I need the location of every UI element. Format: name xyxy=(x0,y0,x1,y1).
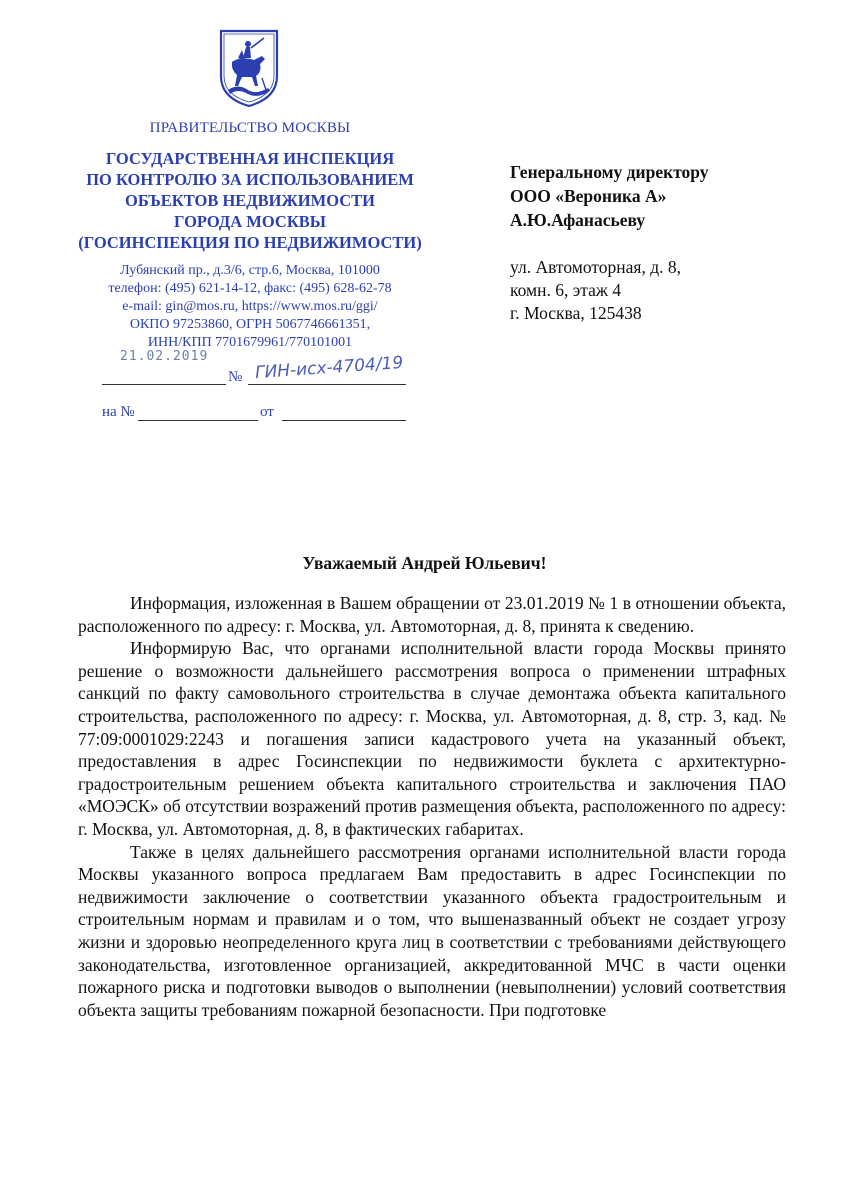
contact-email: e-mail: gin@mos.ru, https://www.mos.ru/ggi/ xyxy=(122,299,378,314)
recipient-company: ООО «Вероника А» xyxy=(510,186,667,206)
ref-date-underline xyxy=(282,402,406,421)
ref-prefix: на № xyxy=(102,404,135,420)
paragraph: Информация, изложенная в Вашем обращении от 23.01.2019 № 1 в отношении объекта, расположенного по адресу: г. Москва, ул. Автомоторная, д. 8, принята к сведению. xyxy=(78,593,786,636)
ref-from: от xyxy=(260,404,274,420)
paragraph: Информирую Вас, что органами исполнительной власти города Москвы принято решение о возможности дальнейшего рассмотрения вопроса о применении штрафных санкций по факту самовольного строительства в случае демонтажа объекта капитального строительства, расположенного по адресу: г. Москва, ул. Автомоторная, д. 8, стр. 3, кад. № 77:09:0001029:2243 и погашения записи кадастрового учета на указанный объект, предоставления в адрес Госинспекции по недвижимости буклета с архитектурно-градостроительным решением объекта капитального строительства и заключения ПАО «МОЭСК» об отсутствии возражений против размещения объекта, расположенного по адресу: г. Москва, ул. Автомоторная, д. 8, в фактических габаритах. xyxy=(78,638,786,839)
registration-number: ГИН-исх-4704/19 xyxy=(254,352,404,384)
letter-body xyxy=(78,592,786,1021)
contact-address: Лубянский пр., д.3/6, стр.6, Москва, 101000 xyxy=(120,263,380,278)
agency-line: ПО КОНТРОЛЮ ЗА ИСПОЛЬЗОВАНИЕМ xyxy=(86,170,414,189)
moscow-coat-of-arms-icon xyxy=(218,28,280,108)
recipient xyxy=(510,160,830,232)
recipient-address-line: комн. 6, этаж 4 xyxy=(510,280,622,300)
contact-inn-kpp: ИНН/КПП 7701679961/770101001 xyxy=(147,335,353,350)
date-stamp: 21.02.2019 xyxy=(120,349,209,364)
agency-line: (ГОСИНСПЕКЦИЯ ПО НЕДВИЖИМОСТИ) xyxy=(78,233,422,252)
contact-okpo-ogrn: ОКПО 97253860, ОГРН 5067746661351, xyxy=(129,317,371,332)
recipient-position: Генеральному директору xyxy=(510,162,709,182)
agency-contacts xyxy=(40,262,460,352)
recipient-name: А.Ю.Афанасьеву xyxy=(510,210,646,230)
ref-number-underline xyxy=(138,402,258,421)
paragraph: Также в целях дальнейшего рассмотрения органами исполнительной власти города Москвы указанного вопроса предлагаем Вам предоставить в адрес Госинспекции по недвижимости заключение о соответствии указанного объекта градостроительным и строительным нормам и правилам и о том, что вышеназванный объект не создает угрозу жизни и здоровью неопределенного круга лиц в соответствии с требованиями действующего законодательства, изготовленное организацией, аккредитованной МЧС в части оценки пожарного риска и подготовки выводов о выполнении (невыполнении) условий соответствия объекта защиты требованиям пожарной безопасности. При подготовке xyxy=(78,841,786,1020)
salutation: Уважаемый Андрей Юльевич! xyxy=(302,553,547,573)
recipient-address-line: г. Москва, 125438 xyxy=(510,303,642,323)
recipient-address-line: ул. Автомоторная, д. 8, xyxy=(510,257,681,277)
agency-line: ГОРОДА МОСКВЫ xyxy=(173,212,326,231)
government-name: ПРАВИТЕЛЬСТВО МОСКВЫ xyxy=(149,120,351,136)
agency-name xyxy=(40,148,460,253)
contact-phone: телефон: (495) 621-14-12, факс: (495) 628-62-78 xyxy=(108,281,392,296)
date-underline xyxy=(102,366,226,385)
agency-line: ГОСУДАРСТВЕННАЯ ИНСПЕКЦИЯ xyxy=(105,149,395,168)
recipient-address xyxy=(510,256,830,325)
number-sign: № xyxy=(228,369,243,385)
agency-line: ОБЪЕКТОВ НЕДВИЖИМОСТИ xyxy=(124,191,375,210)
